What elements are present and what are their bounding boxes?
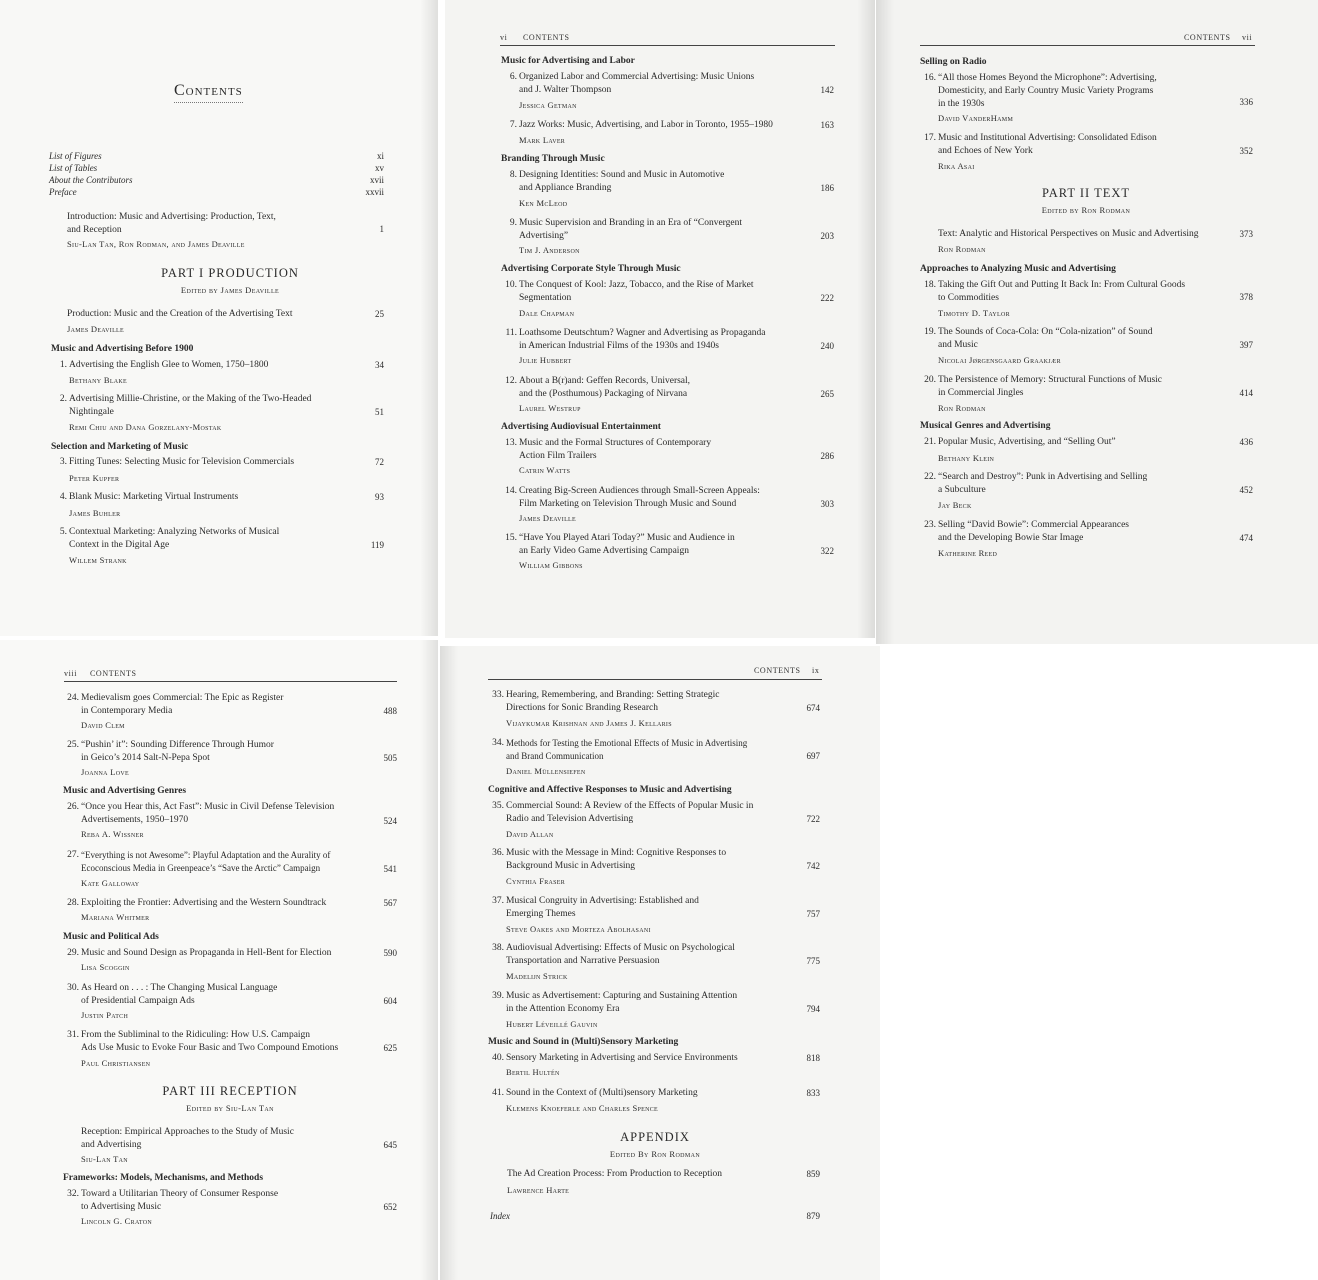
running-head: CONTENTS [754,666,801,675]
index-page: 879 [806,1211,820,1221]
entry-page: 119 [370,540,384,550]
entry-number: 38. [492,943,504,953]
toc-entry-part-intro [67,308,384,336]
running-head: CONTENTS [90,669,137,678]
entry-page: 833 [806,1088,820,1098]
entry-number: 34. [492,738,504,748]
entry-author: Steve Oakes and Morteza Abolhasani [506,924,651,934]
entry-number: 29. [67,948,79,958]
folio: ix [812,666,820,675]
entry-title: As Heard on . . . : The Changing Musical Language of Presidential Campaign Ads [81,983,278,1006]
entry-title: Text: Analytic and Historical Perspectives on Music and Advertising [938,229,1199,239]
toc-entry [501,119,834,147]
entry-page: 541 [383,864,397,874]
toc-entry [51,456,384,484]
entry-number: 21. [924,437,936,447]
entry-author: Lawrence Harte [507,1185,570,1195]
toc-entry-part-intro [81,1126,397,1168]
entry-number: 8. [509,170,517,180]
entry-author: Mark Laver [519,135,566,145]
entry-number: 20. [924,375,936,385]
entry-page: 645 [383,1140,397,1150]
entry-title: From the Subliminal to the Ridiculing: How U.S. Campaign Ads Use Music to Evoke Four Basic and Two Compound Emotions [81,1030,339,1053]
entry-author: Paul Christiansen [81,1058,151,1068]
entry-page: 1 [379,224,384,234]
entry-author: James Deaville [519,513,576,523]
header-rule [64,681,397,682]
entry-page: 322 [820,546,834,556]
front-matter-item [49,163,384,173]
entry-title: Fitting Tunes: Selecting Music for Television Commercials [69,457,295,467]
toc-entry-introduction [67,211,384,253]
entry-page: 25 [375,309,384,319]
entry-number: 4. [59,492,67,502]
toc-entry [63,692,397,734]
entry-page: 286 [820,451,834,461]
entry-title: The Persistence of Memory: Structural Functions of Music in Commercial Jingles [938,375,1163,398]
entry-page: 604 [383,996,397,1006]
entry-page: 590 [383,948,397,958]
entry-author: Lincoln G. Craton [81,1216,153,1226]
running-head: CONTENTS [523,33,570,42]
entry-author: Reba A. Wissner [81,829,144,839]
entry-author: David VanderHamm [938,113,1014,123]
section-heading: Selection and Marketing of Music [51,442,189,452]
entry-page: 93 [375,492,384,502]
entry-page: 163 [820,120,834,130]
entry-title: Music and the Formal Structures of Contemporary Action Film Trailers [519,438,712,461]
toc-entry [488,942,820,984]
entry-number: 2. [59,394,67,404]
front-label: List of Tables [49,163,98,173]
entry-number: 11. [505,328,517,338]
entry-title: Music and Sound Design as Propaganda in Hell-Bent for Election [81,948,332,958]
section-heading: Cognitive and Affective Responses to Music and Advertising [488,785,732,795]
folio: vi [500,33,508,42]
entry-author: Kate Galloway [81,878,140,888]
entry-author: William Gibbons [519,560,583,570]
section-heading: Advertising Corporate Style Through Music [501,264,681,274]
entry-author: Ron Rodman [938,244,986,254]
entry-number: 15. [505,533,517,543]
toc-entry [501,217,834,259]
entry-title: Music as Advertisement: Capturing and Sustaining Attention in the Attention Economy Era [506,991,738,1014]
entry-number: 39. [492,991,504,1001]
section-heading: Music and Sound in (Multi)Sensory Marketing [488,1037,679,1047]
entry-number: 32. [67,1189,79,1199]
entry-page: 436 [1239,437,1253,447]
entry-page: 794 [806,1004,820,1014]
front-page: xi [376,151,384,161]
toc-entry [51,491,384,519]
entry-page: 203 [820,231,834,241]
header-rule [920,45,1255,46]
entry-title: Designing Identities: Sound and Music in Automotive and Appliance Branding [519,170,725,193]
front-matter-item [49,175,384,185]
toc-entry [488,1052,820,1080]
toc-entry [920,471,1253,513]
toc-entry [63,1029,397,1071]
entry-author: Madelijn Strick [506,971,568,981]
entry-number: 10. [505,280,517,290]
entry-number: 27. [67,850,79,860]
front-matter-item [49,187,384,197]
entry-number: 30. [67,983,79,993]
entry-author: Lisa Scoggin [81,962,130,972]
toc-entry [488,895,820,937]
entry-page: 722 [806,814,820,824]
entry-author: Catrin Watts [519,465,571,475]
toc-entry [920,436,1253,464]
entry-author: Siu-Lan Tan, Ron Rodman, and James Deaville [67,239,245,249]
entry-title: Popular Music, Advertising, and “Selling Out” [938,437,1116,447]
entry-title: Methods for Testing the Emotional Effects of Music in Advertising and Brand Communication [506,738,748,761]
entry-title: Sensory Marketing in Advertising and Service Environments [506,1053,738,1063]
toc-entry [501,327,834,369]
entry-author: Laurel Westrup [519,403,581,413]
entry-title: The Conquest of Kool: Jazz, Tobacco, and the Rise of Market Segmentation [519,280,754,303]
entry-page: 186 [820,183,834,193]
entry-author: Remi Chiu and Dana Gorzelany-Mostak [69,422,222,432]
section-heading: Music and Political Ads [63,932,159,942]
entry-author: Jay Beck [938,500,972,510]
entry-title: “Once you Hear this, Act Fast”: Music in Civil Defense Television Advertisements, 1950–1970 [81,802,335,825]
running-head: CONTENTS [1184,33,1231,42]
entry-page: 859 [806,1169,820,1179]
toc-entry [501,532,834,574]
toc-entry-part-intro [938,228,1253,256]
entry-title: Blank Music: Marketing Virtual Instruments [69,492,239,502]
toc-page-vii [876,0,1318,644]
entry-number: 35. [492,801,504,811]
entry-page: 757 [806,909,820,919]
entry-number: 1. [59,360,67,370]
entry-number: 33. [492,690,504,700]
entry-author: Katherine Reed [938,548,998,558]
entry-title: Creating Big-Screen Audiences through Small-Screen Appeals: Film Marketing on Television Through Music and Sound [519,486,760,509]
part-editor: Edited by James Deaville [180,285,280,295]
entry-title: The Sounds of Coca-Cola: On “Cola-nization” of Sound and Music [938,327,1153,350]
front-page: xvii [369,175,384,185]
entry-author: Siu-Lan Tan [81,1154,128,1164]
entry-page: 697 [806,751,820,761]
front-label: Preface [49,187,77,197]
toc-entry [63,739,397,781]
entry-title: Music Supervision and Branding in an Era of “Convergent Advertising” [519,218,743,241]
entry-page: 674 [806,703,820,713]
toc-entry [488,737,820,779]
entry-number: 37. [492,896,504,906]
entry-number: 19. [924,327,936,337]
entry-page: 397 [1239,340,1253,350]
entry-number: 25. [67,740,79,750]
entry-title: Taking the Gift Out and Putting It Back In: From Cultural Goods to Commodities [938,280,1186,303]
entry-number: 7. [509,120,517,130]
entry-page: 303 [820,499,834,509]
toc-entry [63,849,397,891]
toc-entry-index [490,1211,820,1221]
entry-title: Contextual Marketing: Analyzing Networks of Musical Context in the Digital Age [69,527,280,550]
toc-page-vi [445,0,875,638]
entry-title: Commercial Sound: A Review of the Effects of Popular Music in Radio and Television Advertising [506,801,754,824]
entry-author: Joanna Love [81,767,129,777]
entry-page: 775 [806,956,820,966]
folio: vii [1242,33,1253,42]
entry-number: 28. [67,898,79,908]
toc-entry [488,689,820,731]
entry-number: 12. [505,376,517,386]
appendix-heading: APPENDIX [620,1130,690,1144]
part-editor: Edited by Ron Rodman [1041,205,1131,215]
part-editor: Edited by Siu-Lan Tan [186,1103,274,1113]
entry-title: Music and Institutional Advertising: Consolidated Edison and Echoes of New York [938,133,1157,156]
entry-page: 142 [820,85,834,95]
toc-entry [63,801,397,843]
entry-author: Justin Patch [81,1010,129,1020]
entry-title: “All those Homes Beyond the Microphone”: Advertising, Domesticity, and Early Country Music Variety Programs in the 1930s [938,73,1157,109]
entry-number: 41. [492,1088,504,1098]
entry-title: About a B(r)and: Geffen Records, Universal, and the (Posthumous) Packaging of Nirvana [519,376,691,399]
part-heading: PART II TEXT [1041,186,1131,200]
entry-author: Hubert Léveillé Gauvin [506,1019,598,1029]
entry-page: 505 [383,753,397,763]
toc-entry [501,169,834,211]
entry-author: James Deaville [67,324,124,334]
entry-page: 34 [375,360,384,370]
entry-title: Medievalism goes Commercial: The Epic as Register in Contemporary Media [81,693,284,716]
toc-page-ix [440,646,880,1280]
entry-title: Loathsome Deutschtum? Wagner and Advertising as Propaganda in American Industrial Films of the 1930s and 1940s [519,328,766,351]
toc-entry [501,71,834,113]
section-heading: Music and Advertising Genres [63,786,187,796]
entry-author: James Buhler [69,508,121,518]
entry-author: Julie Hubbert [519,355,572,365]
entry-author: Dale Chapman [519,308,575,318]
front-matter-item [49,151,384,161]
entry-title: Exploiting the Frontier: Advertising and the Western Soundtrack [81,898,327,908]
front-label: List of Figures [49,151,102,161]
toc-entry [501,437,834,479]
entry-author: Vijaykumar Krishnan and James J. Kellaris [506,718,672,728]
entry-page: 352 [1239,146,1253,156]
toc-entry [501,485,834,527]
section-heading: Selling on Radio [920,57,987,67]
toc-entry [920,519,1253,561]
toc-entry [63,982,397,1024]
section-heading: Branding Through Music [501,154,605,164]
entry-title: Musical Congruity in Advertising: Established and Emerging Themes [506,896,699,919]
entry-page: 452 [1239,485,1253,495]
toc-page-v [0,0,438,636]
section-heading: Music and Advertising Before 1900 [51,344,194,354]
entry-page: 378 [1239,292,1253,302]
entry-title: Hearing, Remembering, and Branding: Setting Strategic Directions for Sonic Branding Research [506,690,720,713]
entry-author: Mariana Whitmer [81,912,150,922]
toc-entry [63,947,397,975]
entry-author: Bethany Klein [938,453,995,463]
entry-number: 18. [924,280,936,290]
entry-author: David Allan [506,829,554,839]
entry-number: 6. [509,72,517,82]
entry-number: 14. [505,486,517,496]
entry-author: Nicolai Jørgensgaard Graakjær [938,355,1061,365]
entry-page: 742 [806,861,820,871]
entry-author: Timothy D. Taylor [938,308,1010,318]
toc-entry [63,897,397,925]
entry-page: 336 [1239,97,1253,107]
section-heading: Music for Advertising and Labor [501,56,635,66]
entry-page: 652 [383,1202,397,1212]
entry-number: 31. [67,1030,79,1040]
entry-title: “Have You Played Atari Today?” Music and Audience in an Early Video Game Advertising Campaign [519,533,735,556]
toc-entry [501,279,834,321]
entry-author: Klemens Knoeferle and Charles Spence [506,1103,658,1113]
entry-page: 474 [1239,533,1253,543]
header-rule [500,45,835,46]
entry-title: Toward a Utilitarian Theory of Consumer Response to Advertising Music [81,1189,279,1212]
entry-title: Jazz Works: Music, Advertising, and Labor in Toronto, 1955–1980 [519,120,773,130]
entry-number: 17. [924,133,936,143]
entry-page: 818 [806,1053,820,1063]
entry-page: 72 [375,457,384,467]
section-heading: Approaches to Analyzing Music and Advertising [920,264,1116,274]
entry-page: 373 [1239,229,1253,239]
toc-entry [488,847,820,889]
entry-title: Audiovisual Advertising: Effects of Music on Psychological Transportation and Narrative Persuasion [506,943,735,966]
toc-entry [51,526,384,568]
entry-page: 414 [1239,388,1253,398]
entry-page: 488 [383,706,397,716]
toc-entry [63,1188,397,1230]
toc-entry [920,72,1253,126]
entry-page: 567 [383,898,397,908]
entry-number: 16. [924,73,936,83]
header-rule [488,679,822,680]
toc-entry [488,990,820,1032]
section-heading: Musical Genres and Advertising [920,421,1051,431]
entry-number: 9. [509,218,517,228]
entry-number: 40. [492,1053,504,1063]
entry-number: 23. [924,520,936,530]
toc-entry-appendix [507,1168,820,1196]
entry-title: Reception: Empirical Approaches to the Study of Music and Advertising [81,1127,294,1150]
toc-entry [920,374,1253,416]
entry-number: 24. [67,693,79,703]
entry-number: 3. [59,457,67,467]
entry-number: 13. [505,438,517,448]
entry-page: 524 [383,816,397,826]
toc-entry [920,279,1253,321]
toc-entry [920,132,1253,174]
section-heading: Advertising Audiovisual Entertainment [501,422,661,432]
entry-number: 26. [67,802,79,812]
entry-title: “Everything is not Awesome”: Playful Adaptation and the Aurality of Ecoconscious Media in Greenpeace’s “Save the Arctic” Campaign [81,850,331,873]
entry-title: The Ad Creation Process: From Production to Reception [507,1169,723,1179]
entry-author: David Clem [81,720,125,730]
entry-title: “Search and Destroy”: Punk in Advertising and Selling a Subculture [938,472,1148,495]
entry-author: Daniel Müllensiefen [506,766,586,776]
part-heading: PART I PRODUCTION [161,266,299,280]
appendix-editor: Edited By Ron Rodman [609,1149,701,1159]
entry-author: Willem Strank [69,555,127,565]
entry-title: Organized Labor and Commercial Advertising: Music Unions and J. Walter Thompson [519,72,755,95]
entry-author: Tim J. Anderson [519,245,580,255]
entry-page: 222 [820,293,834,303]
front-page: xv [375,163,384,173]
folio: viii [64,669,78,678]
front-label: About the Contributors [49,175,133,185]
entry-page: 240 [820,341,834,351]
entry-author: Rika Asai [938,161,975,171]
toc-entry [488,1087,820,1115]
entry-author: Ron Rodman [938,403,986,413]
entry-title: Advertising Millie-Christine, or the Making of the Two-Headed Nightingale [69,394,312,417]
toc-entry [501,375,834,417]
entry-author: Ken McLeod [519,198,568,208]
entry-page: 51 [375,407,384,417]
entry-title: “Pushin’ it”: Sounding Difference Through Humor in Geico’s 2014 Salt-N-Pepa Spot [81,740,274,763]
front-page: xxvii [365,187,384,197]
entry-author: Jessica Getman [519,100,577,110]
entry-author: Cynthia Fraser [506,876,566,886]
section-heading: Frameworks: Models, Mechanisms, and Methods [63,1173,264,1183]
toc-entry [920,326,1253,368]
entry-author: Bertil Hultén [506,1067,560,1077]
entry-author: Peter Kupfer [69,473,120,483]
entry-title: Sound in the Context of (Multi)sensory Marketing [506,1088,698,1098]
toc-entry [51,393,384,435]
entry-number: 22. [924,472,936,482]
entry-page: 625 [383,1043,397,1053]
index-label: Index [490,1211,510,1221]
entry-number: 36. [492,848,504,858]
toc-entry [488,800,820,842]
entry-author: Bethany Blake [69,375,128,385]
entry-title: Selling “David Bowie”: Commercial Appearances and the Developing Bowie Star Image [938,520,1129,543]
entry-title: Production: Music and the Creation of the Advertising Text [67,309,293,319]
entry-title: Advertising the English Glee to Women, 1750–1800 [69,360,269,370]
entry-page: 265 [820,389,834,399]
toc-entry [51,359,384,387]
contents-title: Contents [174,82,243,103]
entry-title: Music with the Message in Mind: Cognitive Responses to Background Music in Advertising [506,848,727,871]
entry-title: Introduction: Music and Advertising: Production, Text, and Reception [67,212,276,235]
entry-number: 5. [59,527,67,537]
part-heading: PART III RECEPTION [162,1084,298,1098]
toc-page-viii [0,640,438,1280]
